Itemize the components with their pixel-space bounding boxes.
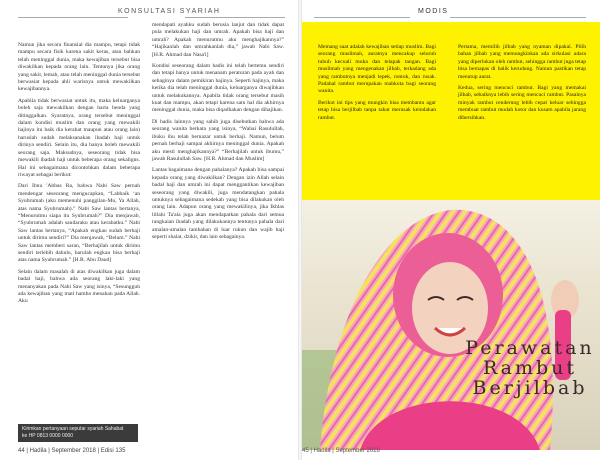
header-rule-right [185, 17, 285, 18]
paragraph: Berikut ini tips yang mungkin bisa membantu agar tetap bisa berjilbab tanpa takut merusak keindahan rambut. [318, 99, 436, 121]
hijab-model-photo [300, 200, 600, 450]
paragraph: Kondisi seseorang dalam hadis ini telah bertemu sendiri dan tetapi hanya untuk menanam peraturan pada ayah dan sebaginya dalam pemikiran hajinya. Seperti hajinya, maka ketika dia telah meninggal dunia, keluarganya diwajibkan untuk melakukannya. Apabila tidak orang tersebut masih kuat dan mampu, akan tetapi karena satu hal dia akhirnya meninggal dunia, maka bisa diqadhakan dengan dihajikan. [152, 63, 284, 114]
article-column-2 [152, 22, 284, 245]
right-page [300, 0, 600, 460]
title-line: Rambut [482, 357, 578, 379]
article-title [460, 338, 600, 398]
header-rule-left [314, 17, 410, 18]
contact-phone: ke HP 0813 0000 0000 [22, 433, 74, 439]
paragraph: Selain dalam masalah di atas diwakilkan juga dalam badal haji, bahwa ada seorang laki-laki yang menanyakan pada Nabi Saw yang isinya, “Sesungguh ada kewajiban yang mati hamba menahan pada Allah. Aku [18, 268, 140, 305]
page-footer-right: 45 | Hadila | September 2018 [302, 448, 380, 454]
paragraph: Namun jika secara finansial dia mampu, tetapi tidak mampu secara fisik karena sakit keras, atau bahkan telah meninggal dunia, maka kewajiban tersebut bisa diwakilkan kepada orang lain. Tentunya jika orang yang sakit, lemah, atau telah meninggal dunia tersebut berwasiat kepada ahli warisnya untuk mewakilkan kewajibannya. [18, 42, 140, 93]
paragraph: Dari Ibnu 'Abbas Ra, bahwa Nabi Saw pernah mendengar seseorang mengucapkan, “Labbaik ‘an Syubrumah (aku memenuhi panggilan-Mu, Ya Allah, atas nama Syubrumah).” Nabi Saw lantas bertanya, “Menurutmu siapa itu Syubrumah?” Dia menjawab, “Syubrumah adalah saudaraku atau kerabatku.” Nabi Saw lantas bertanya, “Apakah engkau sudah berhaji untuk dirimu sendiri?” Dia menjawab, “Belum.” Nabi Saw lantas memberi saran, “Berhajilah untuk dirimu sendiri terlebih dahulu, barulah engkau bisa berhaji atas nama Syubrumah.” [H.R. Abu Daud] [18, 183, 140, 264]
paragraph: Memang saat adalah kewajiban setiap muslim. Bagi seorang muslimah, auratnya mencakup seluruh tubuh kecuali muka dan telapak tangan. Bagi muslimah yang mengenakan jilbab, terkadang ada yang rambutnya menjadi lepek, rontok, dan rusak. Padahal rambut merupakan mahkota bagi seorang wanita. [318, 44, 436, 95]
contact-box [18, 424, 138, 442]
modis-column-1 [318, 44, 436, 126]
paragraph: Kedua, sering mencuci rambut. Bagi yang memakai jilbab, sebaiknya lebih sering mencuci rambut. Pasalnya minyak rambut cenderung lebih cepat keluar sehingga membuat rambut mudah kotor dan kusam apabila jarang dibersihkan. [458, 85, 586, 121]
contact-line: Kirimkan pertanyaan seputar syariah Sahabat [22, 426, 124, 432]
article-column-1 [18, 42, 140, 310]
section-title-konsultasi: KONSULTASI SYARIAH [118, 8, 221, 15]
paragraph: Di hadis lainnya yang sahih juga disebutkan bahwa ada seorang wanita berkata yang isinya, “Wahai Rasulullah, ibuku ibu telah bernazar untuk berhaji. Namun, belum pernah berhaji sampai akhirnya meninggal dunia. Apakah aku mesti menghajikannya?” “Berhajilah untuk ibumu,” jawab Rasulullah Saw. [H.R. Ahmad dan Muslim] [152, 118, 284, 162]
paragraph: Apabila tidak berwasiat untuk itu, maka keluarganya boleh saja mewakilkan dengan harta benda yang ditinggalkan. Syaratnya, orang tersebut meninggal dalam kondisi muslim dan orang yang mewakili hajinya itu baik dia kerabat maupun atau orang lain) haruslah sudah melaksanakan ibadah haji untuk dirinya sendiri. Selain itu, dia hanya boleh mewakili seorang saja. Maksudnya, seseorang tidak bisa mewakili ibadah haji untuk beberapa orang sekaligus. Hal ini sebagaimana dicontohkan dalam beberapa riwayat sebagai berikut: [18, 97, 140, 178]
paragraph: Pertama, memilih jilbab yang nyaman dipakai. Pilih bahan jilbab yang memungkinkan ada sirkulasi udara yang diperlukan oleh rambut, sehingga rambut juga tetap bisa bernapas di balik kerudung. Namun pastikan tetap menutup aurat. [458, 44, 586, 80]
gutter [298, 0, 302, 460]
paragraph: Lantas bagaimana dengan pahalanya? Apakah bisa sampai kepada orang yang diwakilkan? Dengan izin Allah selain badal haji dan umrah ini dapat menggantikan kewajiban seseorang yang diwakili, juga mendatangkan pahala untuknya sebagaimana sedekah yang bisa dilakukan oleh orang lain. Adapun orang yang mewakilinya, jika Ikhlas lillahi Ta'ala juga akan mendapatkan pahala dari semua rangkaian ibadah yang dilakukannya tentunya pahala dari amalan-amalan tambahan di luar rukun dan wajib haji seperti shalat, dzikir, dan lain sebagainya. [152, 167, 284, 240]
page-footer-left: 44 | Hadila | September 2018 | Edisi 135 [18, 448, 126, 454]
section-title-modis: MODIS [418, 8, 449, 15]
header-rule-right [450, 17, 586, 18]
title-line: Perawatan [465, 337, 595, 359]
modis-column-2 [458, 44, 586, 126]
model-illustration [300, 200, 600, 450]
paragraph: mendapati ayahku sudah berusia lanjut dan tidak dapat pula melakukan haji dan umrah. Apakah bisa haji dan umrah? Apakah menurutmu aku menghajikannya?” “Hajikanlah dan umrahkanlah dia,” jawab Nabi Saw. [H.R. Ahmad dan Nasa'i] [152, 22, 284, 58]
header-rule-left [18, 17, 128, 18]
title-line: Berjilbab [472, 377, 588, 399]
